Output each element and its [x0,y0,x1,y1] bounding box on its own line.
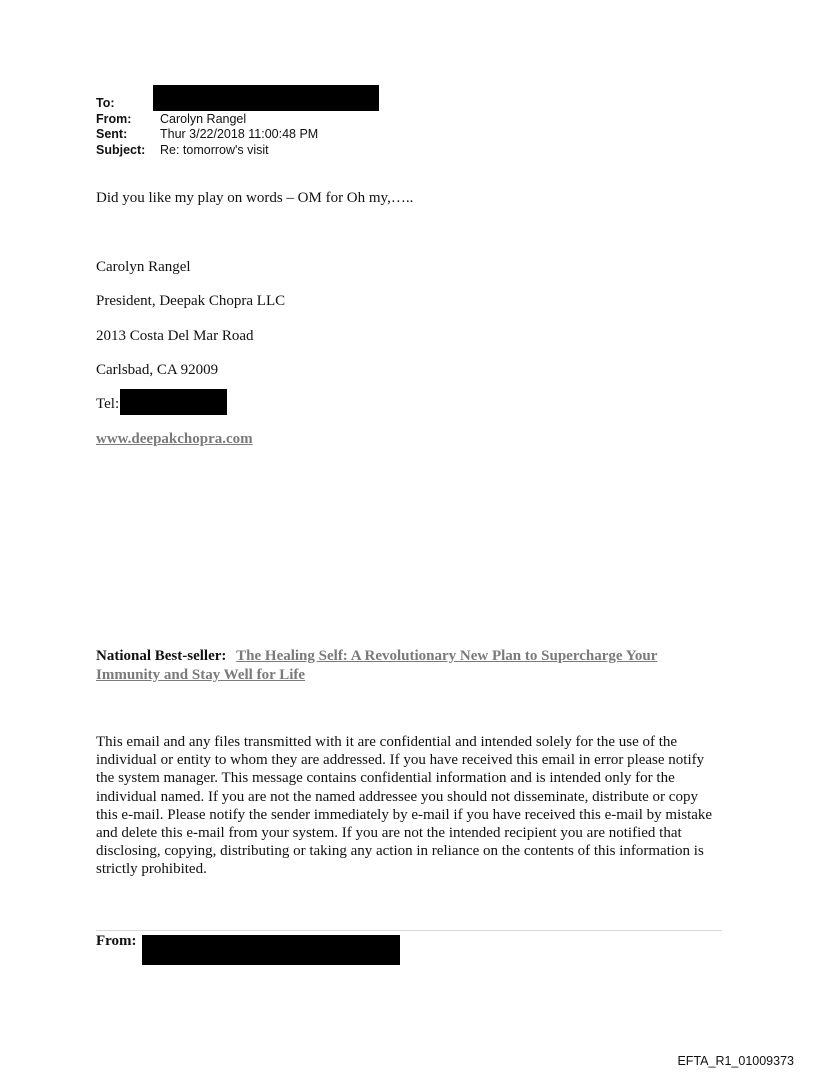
to-label: To: [96,96,115,110]
bestseller-title-link-line1[interactable]: The Healing Self: A Revolutionary New Plan to Supercharge Your [236,648,658,664]
message-text: Did you like my play on words – OM for Oh my,….. [96,190,414,206]
document-id: EFTA_R1_01009373 [677,1054,794,1068]
confidentiality-disclaimer: This email and any files transmitted with it are confidential and intended solely for the use of the individual or entity to whom they are addressed. If you have received this email in error please notify the system manager. This message contains confidential information and is intended only for the individual named. If you are not the named addressee you should not disseminate, distribute or copy this e-mail. Please notify the sender immediately by e-mail if you have received this e-mail by mistake and delete this e-mail from your system. If you are not the intended recipient you are notified that disclosing, copying, distributing or taking any action in reliance on the contents of this information is strictly prohibited. [96,734,713,878]
to-row [96,96,318,112]
bestseller-title-link-line2[interactable]: Immunity and Stay Well for Life [96,666,306,683]
from-row [96,112,318,128]
sent-value: Thur 3/22/2018 11:00:48 PM [160,127,319,141]
quoted-message-divider [96,930,722,931]
bestseller-label: National Best-seller: [96,648,227,664]
signature-title: President, Deepak Chopra LLC [96,293,286,309]
from-label: From: [96,111,132,126]
sent-row [96,127,318,143]
email-header [96,96,318,158]
bestseller-block [96,647,736,684]
subject-value: Re: tomorrow's visit [160,142,269,157]
redacted-quoted-sender [142,935,400,965]
quoted-from-label: From: [96,933,137,949]
from-value: Carolyn Rangel [160,111,247,126]
subject-label: Subject: [96,142,146,157]
signature-tel-label: Tel: [96,396,120,412]
signature-name: Carolyn Rangel [96,259,191,275]
signature-address: 2013 Costa Del Mar Road [96,328,254,344]
sent-label: Sent: [96,127,128,141]
subject-row [96,143,318,159]
redacted-phone [120,389,227,415]
website-link[interactable]: www.deepakchopra.com [96,431,253,447]
signature-city: Carlsbad, CA 92009 [96,362,219,378]
